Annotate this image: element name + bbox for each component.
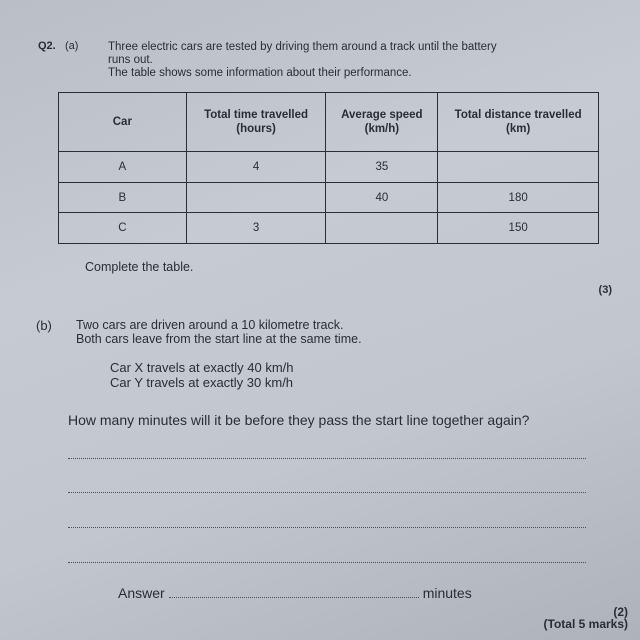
- intro-line-1: Three electric cars are tested by driving them around a track until the battery: [108, 41, 497, 53]
- header-car: Car: [59, 93, 187, 152]
- cell-speed[interactable]: [326, 213, 438, 244]
- working-line[interactable]: [68, 458, 586, 459]
- question-number: Q2.: [38, 40, 56, 52]
- table-row: [59, 213, 599, 244]
- answer-label: Answer: [118, 585, 165, 601]
- cell-car: A: [59, 152, 187, 183]
- car-speeds: [110, 360, 294, 390]
- table-header-row: [59, 93, 599, 152]
- cell-distance[interactable]: 150: [438, 213, 599, 244]
- marks-part-a: (3): [598, 284, 612, 296]
- performance-table: [58, 92, 599, 244]
- table-row: [59, 152, 599, 183]
- intro-line-2: runs out.: [108, 54, 153, 66]
- working-line[interactable]: [68, 527, 586, 528]
- cell-speed[interactable]: 40: [326, 182, 438, 213]
- working-line[interactable]: [68, 562, 586, 563]
- cell-time[interactable]: 4: [186, 152, 326, 183]
- cell-speed[interactable]: 35: [326, 152, 438, 183]
- cell-car: B: [59, 182, 187, 213]
- marks-block: [544, 606, 628, 630]
- cell-time[interactable]: [186, 182, 326, 213]
- part-b-label: (b): [36, 318, 52, 333]
- part-b-text: [76, 318, 362, 346]
- cell-car: C: [59, 213, 187, 244]
- part-b-line-2: Both cars leave from the start line at the same time.: [76, 332, 362, 346]
- header-total-distance: Total distance travelled (km): [438, 93, 599, 152]
- part-b-line-1: Two cars are driven around a 10 kilometre track.: [76, 318, 344, 332]
- car-y-speed: Car Y travels at exactly 30 km/h: [110, 375, 294, 390]
- car-x-speed: Car X travels at exactly 40 km/h: [110, 360, 294, 375]
- cell-distance[interactable]: [438, 152, 599, 183]
- part-a-label: (a): [65, 40, 79, 52]
- answer-field[interactable]: [169, 597, 419, 598]
- header-average-speed: Average speed (km/h): [326, 93, 438, 152]
- header-total-time: Total time travelled (hours): [186, 93, 326, 152]
- answer-unit: minutes: [422, 585, 472, 601]
- cell-distance[interactable]: 180: [438, 182, 599, 213]
- complete-instruction: Complete the table.: [85, 260, 194, 274]
- intro-text: [108, 41, 578, 80]
- intro-line-3: The table shows some information about their performance.: [108, 67, 412, 79]
- part-b-question: How many minutes will it be before they pass the start line together again?: [68, 412, 530, 428]
- cell-time[interactable]: 3: [186, 213, 326, 244]
- total-marks: (Total 5 marks): [543, 617, 628, 631]
- marks-part-b: (2): [613, 605, 628, 619]
- answer-row: [118, 585, 472, 601]
- table-row: [59, 182, 599, 213]
- working-line[interactable]: [68, 492, 586, 493]
